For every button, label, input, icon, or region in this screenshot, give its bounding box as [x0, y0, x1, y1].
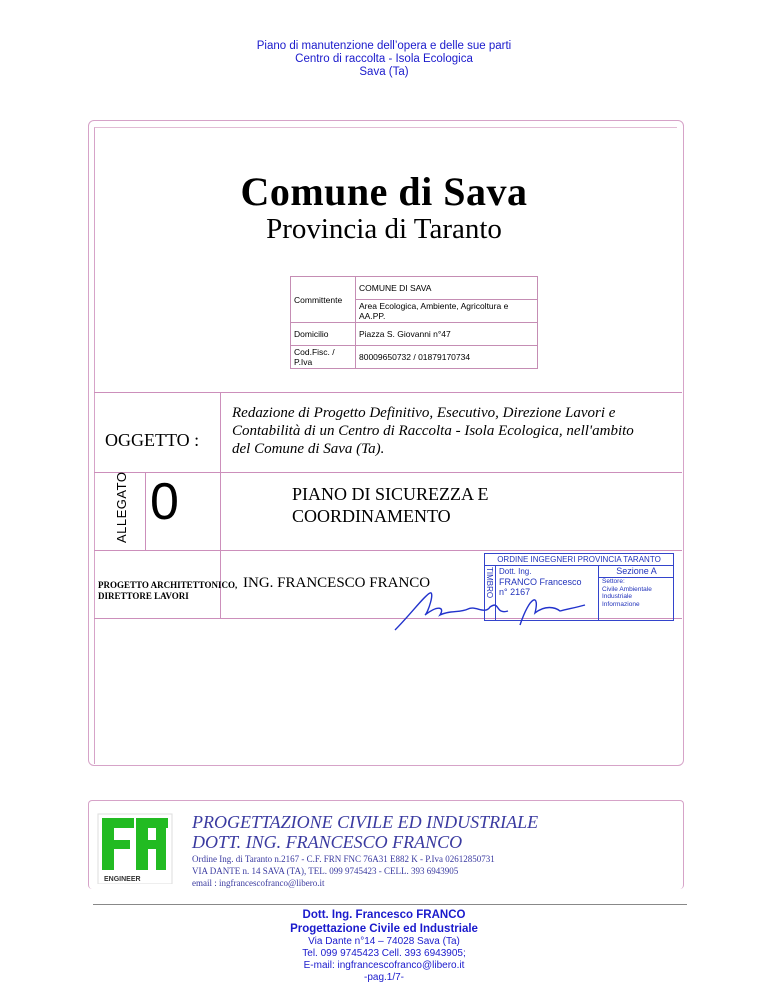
divider-allegato-v2 [220, 472, 221, 550]
studio-line-5: email : ingfrancescofranco@libero.it [192, 878, 325, 888]
divider-oggetto [94, 392, 682, 393]
codfisc-value: 80009650732 / 01879170734 [356, 346, 538, 369]
divider-allegato [94, 472, 682, 473]
footer-phone: Tel. 099 9745423 Cell. 393 6943905; [302, 948, 466, 959]
stamp-settore-2: Industriale [602, 593, 632, 600]
domicilio-label: Domicilio [291, 323, 356, 346]
header-line-1: Piano di manutenzione dell’opera e delle sue parti [256, 40, 512, 52]
stamp-sezione: Sezione A [598, 565, 674, 578]
footer-email: E-mail: ingfrancescofranco@libero.it [303, 960, 465, 971]
studio-line-2: DOTT. ING. FRANCESCO FRANCO [192, 832, 463, 852]
allegato-number: 0 [150, 473, 179, 531]
engineer-name: ING. FRANCESCO FRANCO [243, 575, 431, 591]
engineer-logo [96, 808, 174, 884]
oggetto-label: OGGETTO : [105, 430, 200, 450]
header-line-3: Sava (Ta) [359, 66, 409, 78]
domicilio-value: Piazza S. Giovanni n°47 [356, 323, 538, 346]
client-info-table [290, 276, 538, 369]
stamp-settore [598, 578, 673, 620]
footer-page-number: -pag.1/7- [363, 972, 405, 983]
document-title-line-2: COORDINAMENTO [292, 506, 451, 526]
stamp-settore-1: Civile Ambientale [602, 585, 652, 593]
logo-text: ENGINEER [104, 876, 141, 883]
committente-label: Committente [291, 277, 356, 323]
codfisc-label: Cod.Fisc. / P.Iva [291, 346, 356, 369]
studio-line-1: PROGETTAZIONE CIVILE ED INDUSTRIALE [192, 812, 539, 832]
cover-subtitle: Provincia di Taranto [266, 213, 502, 245]
document-title-line-1: PIANO DI SICUREZZA E [292, 484, 489, 504]
page-header [0, 40, 768, 79]
progetto-label-line-2: DIRETTORE LAVORI [98, 591, 189, 601]
page-footer [0, 908, 768, 984]
progetto-label [98, 580, 237, 602]
footer-firm: Progettazione Civile ed Industriale [290, 923, 478, 935]
oggetto-text: Redazione di Progetto Definitivo, Esecutivo, Direzione Lavori e Contabilità di un Centro di Raccolta - Isola Ecologica, nell'ambito del Comune di Sava (Ta). [232, 405, 634, 457]
studio-line-3: Ordine Ing. di Taranto n.2167 - C.F. FRN FNC 76A31 E882 K - P.Iva 02612850731 [192, 854, 495, 864]
divider-oggetto-v [220, 392, 221, 472]
stamp-settore-3: Informazione [602, 600, 640, 608]
progetto-label-line-1: PROGETTO ARCHITETTONICO, [98, 580, 238, 590]
stamp-line-3: n° 2167 [499, 587, 531, 597]
document-title [292, 483, 489, 527]
handwritten-signature [390, 585, 590, 635]
allegato-label: ALLEGATO [114, 471, 129, 543]
footer-divider [93, 904, 687, 905]
committente-value-1: COMUNE DI SAVA [356, 277, 538, 300]
divider-progetto [94, 550, 682, 551]
header-line-2: Centro di raccolta - Isola Ecologica [295, 53, 473, 65]
studio-line-4: VIA DANTE n. 14 SAVA (TA), TEL. 099 9745423 - CELL. 393 6943905 [192, 866, 459, 876]
stamp-settore-label: Settore: [602, 578, 625, 585]
stamp-line-2: FRANCO Francesco [499, 577, 582, 587]
stamp-order-title: ORDINE INGEGNERI PROVINCIA TARANTO [485, 554, 673, 566]
committente-value-2: Area Ecologica, Ambiente, Agricoltura e AA.PP. [356, 300, 538, 323]
cover-title: Comune di Sava [240, 169, 528, 214]
footer-name: Dott. Ing. Francesco FRANCO [302, 909, 466, 921]
divider-allegato-v1 [145, 472, 146, 550]
footer-address: Via Dante n°14 – 74028 Sava (Ta) [308, 936, 460, 947]
stamp-side-label: TIMBRO [485, 565, 496, 620]
stamp-line-1: Dott. Ing. [499, 567, 532, 576]
